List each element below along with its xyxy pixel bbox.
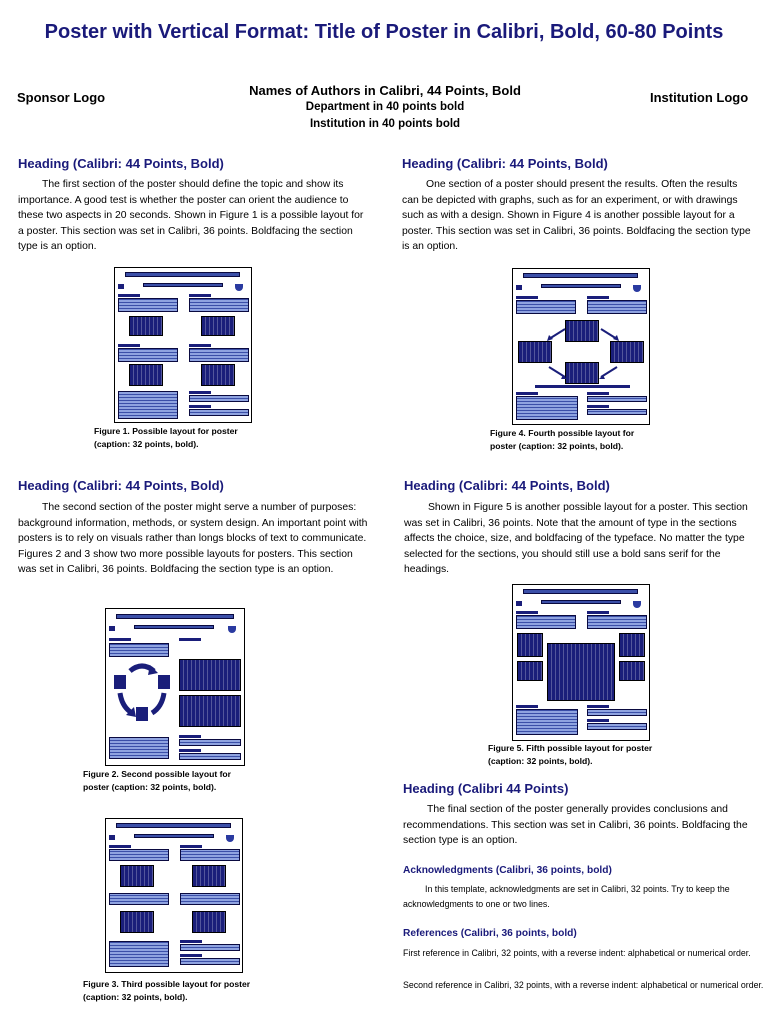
caption-line: (caption: 32 points, bold). [488, 756, 593, 766]
figure-1-caption [94, 425, 238, 451]
department: Department in 40 points bold [305, 101, 465, 113]
figure-1-thumbnail [114, 267, 252, 423]
figure-2-thumbnail [105, 608, 245, 766]
sponsor-logo: Sponsor Logo [17, 90, 106, 105]
arrows-icon [543, 323, 623, 383]
caption-line: Figure 5. Fifth possible layout for poster [488, 743, 653, 753]
right-body-1: One section of a poster should present the results. Often the results can be depicted with graphs, such as for an experiment, or with drawings such as with a design. Shown in Figure 4 is another possible layout for a poster. This section was set in Calibri, 36 points. Boldfacing the section type is an option. [402, 179, 751, 253]
caption-line: (caption: 32 points, bold). [94, 439, 199, 449]
left-body-1: The first section of the poster should define the topic and show its importance. A good test is whether the poster can orient the audience to these two aspects in 20 seconds. Shown in Figure 1 is a possible layout for a poster. This section was set in Calibri, 36 points. Boldfacing the section type is an option. [18, 179, 364, 253]
caption-line: Figure 3. Third possible layout for poster [83, 979, 251, 989]
caption-line: poster (caption: 32 points, bold). [83, 782, 217, 792]
reference-item: Second reference in Calibri, 32 points, with a reverse indent: alphabetical or numerical order. [403, 980, 764, 990]
acknowledgments-heading: Acknowledgments (Calibri, 36 points, bold) [403, 865, 612, 876]
cycle-diagram-icon [112, 661, 172, 723]
author-block [200, 82, 570, 133]
left-heading-2: Heading (Calibri: 44 Points, Bold) [18, 478, 224, 493]
figure-5-thumbnail [512, 584, 650, 741]
right-body-3: The final section of the poster generally provides conclusions and recommendations. This section was set in Calibri, 36 points. Boldfacing the section type is an option. [403, 804, 748, 847]
references-heading: References (Calibri, 36 points, bold) [403, 928, 577, 939]
figure-3-caption [83, 978, 250, 1004]
author-names: Names of Authors in Calibri, 44 Points, Bold [249, 83, 521, 98]
figure-4-caption [490, 427, 634, 453]
caption-line: Figure 2. Second possible layout for [83, 769, 232, 779]
left-body-2: The second section of the poster might serve a number of purposes: background information, methods, or system design. An important point with posters is to rely on visuals rather than longs blocks of text to communicate. Figures 2 and 3 show two more possible layouts for posters. This section was set in Calibri, 36 points. Boldfacing the section type is an option. [18, 502, 368, 576]
left-heading-1: Heading (Calibri: 44 Points, Bold) [18, 156, 224, 171]
poster-title: Poster with Vertical Format: Title of Poster in Calibri, Bold, 60-80 Points [44, 21, 724, 43]
caption-line: Figure 1. Possible layout for poster [94, 426, 238, 436]
acknowledgments-body: In this template, acknowledgments are set in Calibri, 32 points. Try to keep the acknowledgments to one or two lines. [403, 884, 730, 909]
figure-4-thumbnail [512, 268, 650, 425]
right-heading-1: Heading (Calibri: 44 Points, Bold) [402, 156, 608, 171]
figure-3-thumbnail [105, 818, 243, 973]
institution-logo: Institution Logo [650, 90, 749, 105]
institution: Institution in 40 points bold [309, 118, 461, 130]
caption-line: (caption: 32 points, bold). [83, 992, 188, 1002]
right-heading-3: Heading (Calibri 44 Points) [403, 781, 569, 796]
figure-5-caption [488, 742, 652, 768]
right-body-2: Shown in Figure 5 is another possible layout for a poster. This section was set in Calibri, 36 points. Note that the amount of type in the sections affects the choice, size, and boldfacing of the typeface. No matter the type selected for the sections, you should still use a bold sans serif for the headings. [404, 502, 748, 576]
caption-line: Figure 4. Fourth possible layout for [490, 428, 635, 438]
figure-2-caption [83, 768, 231, 794]
right-heading-2: Heading (Calibri: 44 Points, Bold) [404, 478, 610, 493]
caption-line: poster (caption: 32 points, bold). [490, 441, 624, 451]
reference-item: First reference in Calibri, 32 points, with a reverse indent: alphabetical or numerical order. [403, 948, 751, 958]
